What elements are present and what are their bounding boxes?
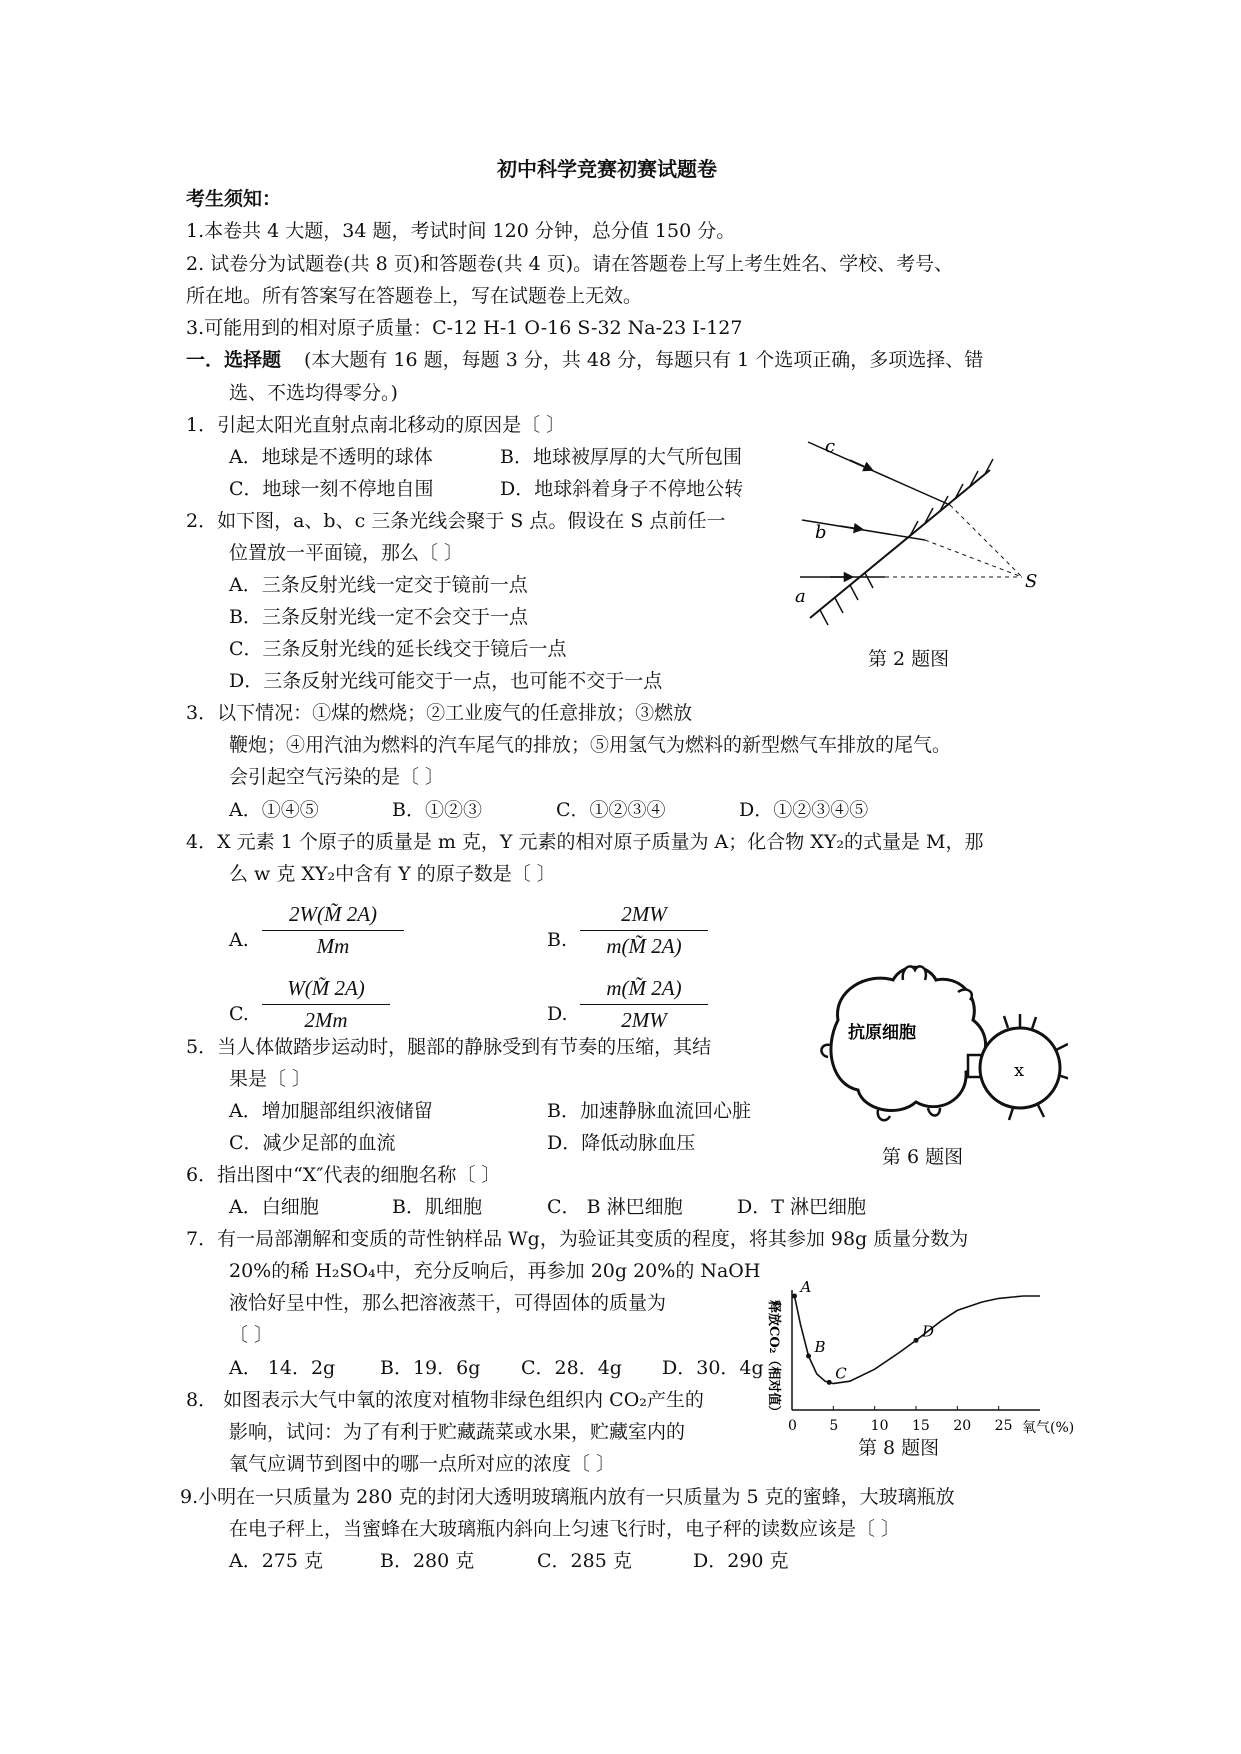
q5-option-c: C．减少足部的血流 [229,1132,396,1154]
q4-c-numerator: W(M̃ 2A) [287,976,365,1000]
chart-x-tick-label: 10 [870,1418,889,1434]
q5-option-b: B．加速静脉血流回心脏 [547,1100,751,1122]
q6-cell-figure [808,950,1068,1135]
q9-option-d: D．290 克 [693,1550,789,1572]
q9-stem-1: 9.小明在一只质量为 280 克的封闭大透明玻璃瓶内放有一只质量为 5 克的蜜蜂，大玻璃瓶放 [180,1486,955,1508]
q9-option-b: B．280 克 [380,1550,475,1572]
q6-option-a: A．白细胞 [229,1196,319,1218]
notice-item-2: 2. 试卷分为试题卷(共 8 页)和答题卷(共 4 页)。请在答题卷上写上考生姓名、学校、考号、 [186,253,954,275]
chart-x-tick-label: 5 [829,1418,839,1434]
q5-option-d: D．降低动脉血压 [547,1132,696,1154]
chart-x-tick-label: 20 [953,1418,972,1434]
mirror-line [810,470,990,618]
q3-option-b: B．①②③ [392,799,482,821]
q1-option-c: C．地球一刻不停地自围 [229,478,434,500]
q4-stem-2: 么 w 克 XY₂中含有 Y 的原子数是〔 〕 [229,863,556,885]
chart-x-tick-label: 0 [788,1418,797,1434]
notice-heading: 考生须知： [186,188,282,210]
q4-option-c-label: C. [229,1003,249,1025]
q4-option-a-label: A. [229,929,249,951]
label-a: a [795,586,806,607]
chart-point-label: D [922,1322,935,1341]
q2-option-b: B．三条反射光线一定不会交于一点 [229,606,528,628]
q4-b-denominator: m(M̃ 2A) [606,934,682,958]
q8-stem-1: 8． 如图表示大气中氧的浓度对植物非绿色组织内 CO₂产生的 [186,1389,704,1411]
q2-caption: 第 2 题图 [868,648,950,670]
section1-desc-1: (本大题有 16 题，每题 3 分，共 48 分，每题只有 1 个选项正确，多项选择、错 [304,349,984,371]
mirror-hatching [820,459,993,625]
notice-item-1: 1.本卷共 4 大题，34 题，考试时间 120 分钟，总分值 150 分。 [186,220,736,242]
q3-stem-1: 3．以下情况：①煤的燃烧；②工业废气的任意排放；③燃放 [186,702,693,724]
chart-point-d [914,1338,919,1343]
q4-option-d-fraction [580,976,708,1033]
q4-d-numerator: m(M̃ 2A) [606,976,682,1000]
q1-stem: 1．引起太阳光直射点南北移动的原因是〔 〕 [186,414,566,436]
q7-option-d: D．30．4g [662,1357,764,1379]
q7-option-b: B．19．6g [380,1357,481,1379]
q5-option-a: A．增加腿部组织液储留 [229,1100,433,1122]
section1-desc-2: 选、不选均得零分。) [229,382,398,404]
q7-stem-4: 〔 〕 [229,1324,274,1346]
q1-option-d: D．地球斜着身子不停地公转 [500,478,744,500]
q2-option-d: D．三条反射光线可能交于一点，也可能不交于一点 [229,670,663,692]
q8-stem-3: 氧气应调节到图中的哪一点所对应的浓度〔 〕 [229,1453,616,1475]
q6-caption: 第 6 题图 [882,1146,964,1168]
q3-stem-2: 鞭炮；④用汽油为燃料的汽车尾气的排放；⑤用氢气为燃料的新型燃气车排放的尾气。 [229,734,952,756]
q5-stem-1: 5．当人体做踏步运动时，腿部的静脉受到有节奏的压缩，其结 [186,1036,712,1058]
q2-option-c: C．三条反射光线的延长线交于镜后一点 [229,638,567,660]
chart-points [792,1280,934,1385]
chart-ylabel: 释放CO₂（相对值） [766,1300,781,1419]
q2-stem-2: 位置放一平面镜，那么〔 〕 [229,542,464,564]
page-title: 初中科学竞赛初赛试题卷 [497,157,717,181]
q1-option-b: B．地球被厚厚的大气所包围 [500,446,742,468]
notice-item-2-cont: 所在地。所有答案写在答题卷上，写在试题卷上无效。 [186,285,643,307]
q7-stem-3: 液恰好呈中性，那么把溶液蒸干，可得固体的质量为 [229,1292,667,1314]
q3-option-c: C．①②③④ [556,799,666,821]
q9-option-c: C．285 克 [537,1550,632,1572]
q9-option-a: A．275 克 [229,1550,324,1572]
q3-stem-3: 会引起空气污染的是〔 〕 [229,766,445,788]
q4-option-d-label: D. [547,1003,568,1025]
q1-option-a: A．地球是不透明的球体 [229,446,433,468]
notice-item-3: 3.可能用到的相对原子质量：C-12 H-1 O-16 S-32 Na-23 I-127 [186,317,743,339]
q3-option-a: A．①④⑤ [229,799,319,821]
q3-option-d: D．①②③④⑤ [739,799,869,821]
q4-a-numerator: 2W(M̃ 2A) [288,902,378,926]
q7-stem-2: 20%的稀 H₂SO₄中，充分反响后，再参加 20g 20%的 NaOH [229,1260,761,1282]
chart-point-b [806,1354,811,1359]
q6-stem: 6．指出图中“X″代表的细胞名称〔 〕 [186,1164,501,1186]
q9-stem-2: 在电子秤上，当蜜蜂在大玻璃瓶内斜向上匀速飞行时，电子秤的读数应该是〔 〕 [229,1518,901,1540]
label-s: S [1025,571,1038,592]
q5-stem-2: 果是〔 〕 [229,1068,312,1090]
antigen-cell-label: 抗原细胞 [848,1023,916,1043]
chart-point-label: B [814,1338,826,1356]
q2-option-a: A．三条反射光线一定交于镜前一点 [229,574,528,596]
chart-x-tick-label: 25 [994,1418,1013,1434]
q6-option-b: B．肌细胞 [392,1196,482,1218]
q4-option-a-fraction [262,902,404,959]
q4-a-denominator: Mm [316,934,350,958]
q4-b-numerator: 2MW [621,902,667,926]
q7-option-c: C．28．4g [521,1357,622,1379]
chart-x-tick-label: 15 [912,1418,930,1434]
q4-stem-1: 4．X 元素 1 个原子的质量是 m 克，Y 元素的相对原子质量为 A；化合物 XY₂的式量是 M，那 [186,831,984,853]
q4-option-b-label: B. [547,929,568,951]
q7-stem-1: 7．有一局部潮解和变质的苛性钠样品 Wg，为验证其变质的程度，将其参加 98g 质量分数为 [186,1228,969,1250]
q4-c-denominator: 2Mm [304,1008,348,1032]
section1-heading: 一．选择题 [186,349,282,371]
q4-d-denominator: 2MW [621,1008,667,1032]
chart-point-label: C [835,1364,847,1383]
x-cell-label: x [1014,1060,1025,1081]
q8-stem-2: 影响，试问：为了有利于贮藏蔬菜或水果，贮藏室内的 [229,1421,686,1443]
q2-mirror-figure [790,430,1070,645]
chart-point-c [827,1380,832,1385]
label-b: b [815,522,827,543]
q8-caption: 第 8 题图 [858,1437,940,1459]
label-c: c [825,436,836,457]
q4-option-b-fraction [580,902,708,959]
chart-xlabel: 氧气(%) [1022,1420,1075,1436]
q4-option-c-fraction [262,976,390,1033]
q2-stem-1: 2．如下图，a、b、c 三条光线会聚于 S 点。假设在 S 点前任一 [186,510,726,532]
q6-option-d: D．T 淋巴细胞 [737,1196,866,1218]
q6-option-c: C． B 淋巴细胞 [547,1196,683,1218]
chart-point-a [792,1294,797,1299]
q7-option-a: A． 14．2g [229,1357,336,1379]
q8-chart [760,1280,1090,1455]
chart-point-label: A [800,1280,812,1296]
